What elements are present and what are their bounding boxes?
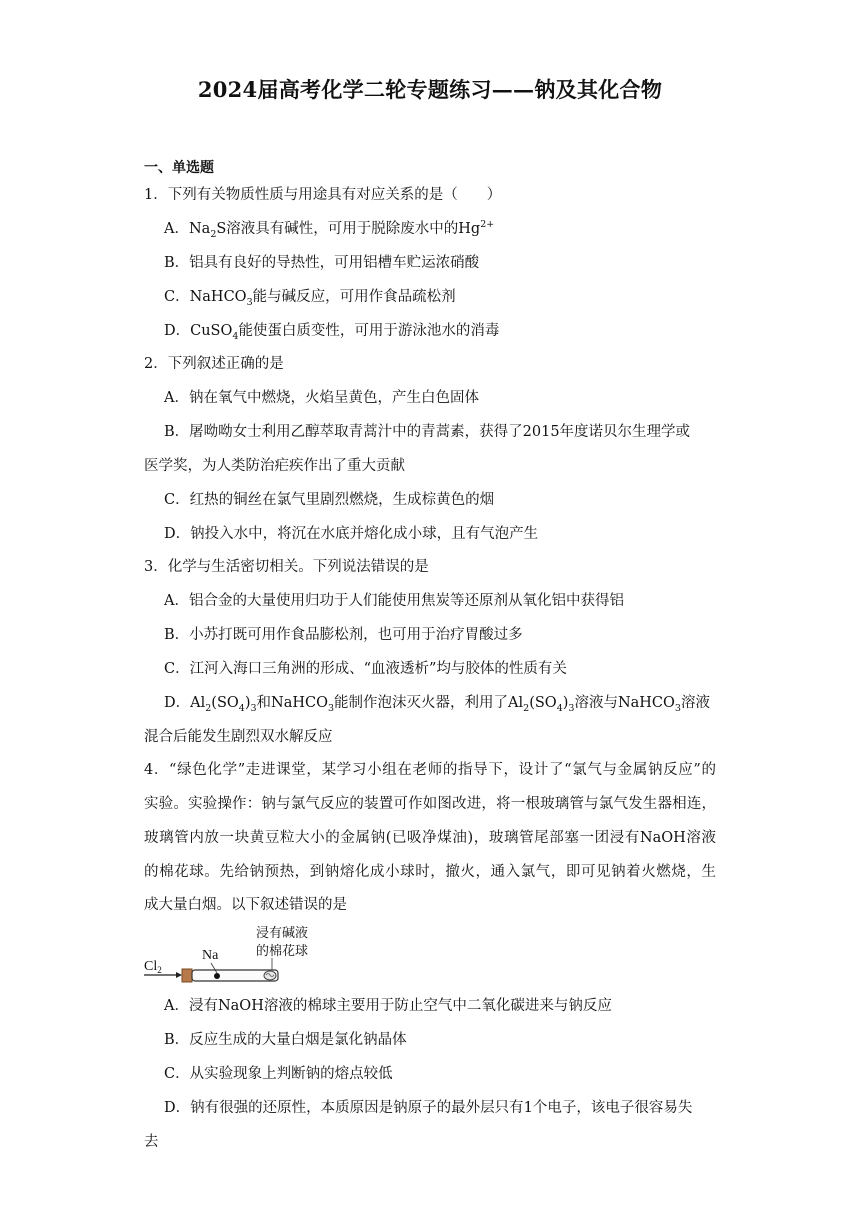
question-1-option-a: A．$Na_2S$溶液具有碱性，可用于脱除废水中的$Hg^{2+}$ — [164, 219, 495, 240]
section-heading: 一、单选题 — [144, 160, 214, 176]
apparatus-figure — [142, 920, 352, 990]
question-1-option-c: C．NaHCO$_3$能与碱反应，可用作食品疏松剂 — [164, 289, 456, 308]
question-3-stem: 3．化学与生活密切相关。下列说法错误的是 — [144, 559, 429, 575]
question-1-stem: 1．下列有关物质性质与用途具有对应关系的是（ ） — [144, 187, 502, 203]
question-1-option-b: B．铝具有良好的导热性，可用铝槽车贮运浓硝酸 — [164, 255, 480, 271]
question-3-option-c: C．江河入海口三角洲的形成、“血液透析”均与胶体的性质有关 — [164, 661, 567, 677]
question-2-stem: 2．下列叙述正确的是 — [144, 356, 284, 372]
cl2-label: $Cl_2$ — [144, 959, 162, 975]
question-4-option-d-continued: 去 — [144, 1134, 159, 1150]
cotton-label-line-1: 浸有碱液 — [256, 926, 309, 941]
question-3-option-d-continued: 混合后能发生剧烈双水解反应 — [144, 729, 333, 745]
question-4-stem-line-2: 实验。实验操作：钠与氯气反应的装置可作如图改进，将一根玻璃管与氯气发生器相连， — [144, 796, 716, 812]
question-4-option-d: D．钠有很强的还原性，本质原因是钠原子的最外层只有1个电子，该电子很容易失 — [164, 1100, 693, 1116]
cotton-label-line-2: 的棉花球 — [256, 944, 309, 959]
question-1-option-d: D．CuSO$_4$能使蛋白质变性，可用于游泳池水的消毒 — [164, 323, 500, 342]
question-4-stem-line-1: 4．“绿色化学”走进课堂，某学习小组在老师的指导下，设计了“氯气与金属钠反应”的 — [144, 762, 716, 778]
question-3-option-b: B．小苏打既可用作食品膨松剂，也可用于治疗胃酸过多 — [164, 627, 523, 643]
question-2-option-d: D．钠投入水中，将沉在水底并熔化成小球，且有气泡产生 — [164, 526, 539, 542]
question-4-option-c: C．从实验现象上判断钠的熔点较低 — [164, 1066, 393, 1082]
question-4-option-a: A．浸有NaOH溶液的棉球主要用于防止空气中二氧化碳进来与钠反应 — [164, 998, 612, 1014]
question-4-stem-line-4: 的棉花球。先给钠预热，到钠熔化成小球时，撤火，通入氯气，即可见钠着火燃烧，生 — [144, 864, 716, 880]
question-2-option-b: B．屠呦呦女士利用乙醇萃取青蒿汁中的青蒿素，获得了2015年度诺贝尔生理学或 — [164, 424, 691, 440]
question-2-option-b-continued: 医学奖，为人类防治疟疾作出了重大贡献 — [144, 458, 405, 474]
question-4-stem-line-3: 玻璃管内放一块黄豆粒大小的金属钠(已吸净煤油)，玻璃管尾部塞一团浸有NaOH溶液 — [144, 830, 716, 846]
na-label: Na — [202, 948, 219, 963]
question-2-option-a: A．钠在氧气中燃烧，火焰呈黄色，产生白色固体 — [164, 390, 479, 406]
question-3-option-a: A．铝合金的大量使用归功于人们能使用焦炭等还原剂从氧化铝中获得铝 — [164, 593, 624, 609]
question-2-option-c: C．红热的铜丝在氯气里剧烈燃烧，生成棕黄色的烟 — [164, 492, 495, 508]
question-3-option-d: D．$Al_2(SO_4)_3$和NaHCO$_3$能制作泡沫灭火器，利用了$Al_2(SO_4)_3$溶液与NaHCO$_3$溶液 — [164, 695, 710, 714]
question-4-stem-line-5: 成大量白烟。以下叙述错误的是 — [144, 897, 347, 913]
sodium-pellet — [214, 973, 220, 979]
page-title: 2024届高考化学二轮专题练习——钠及其化合物 — [197, 77, 663, 102]
stopper — [182, 969, 192, 982]
question-4-option-b: B．反应生成的大量白烟是氯化钠晶体 — [164, 1032, 407, 1048]
